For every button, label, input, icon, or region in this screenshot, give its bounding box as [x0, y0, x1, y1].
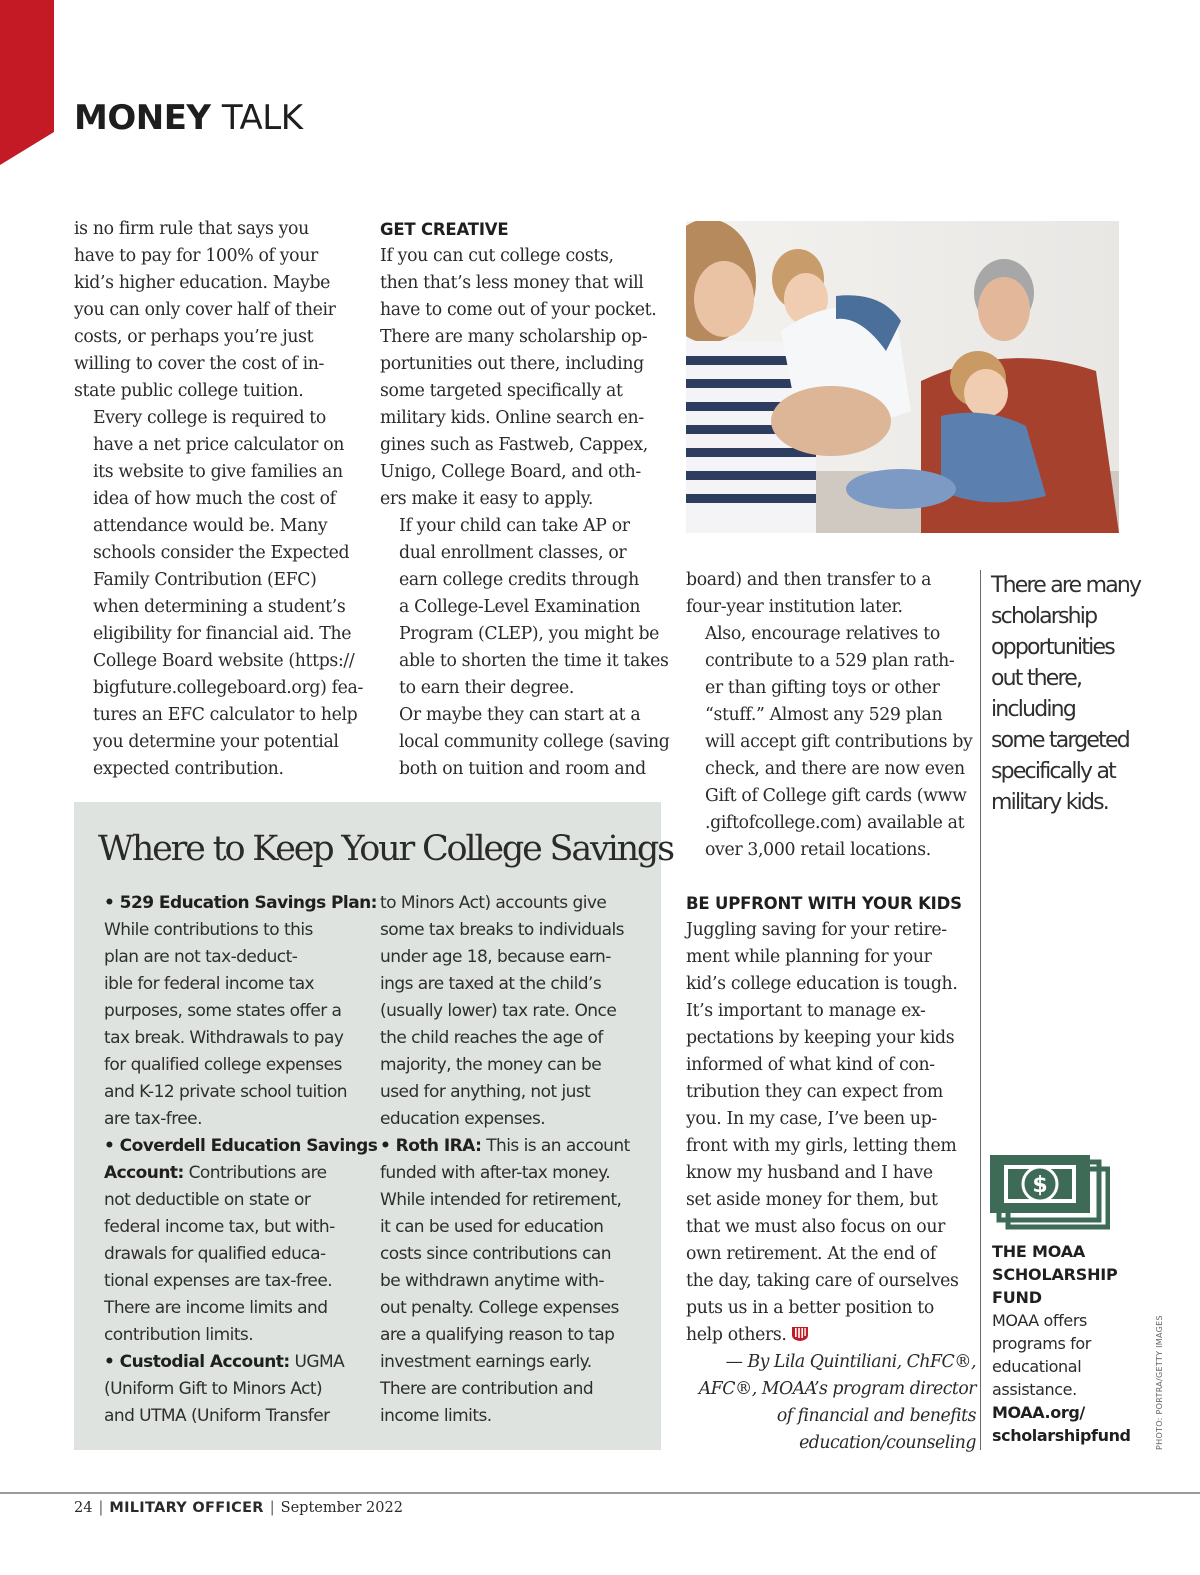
text-line: able to shorten the time it takes — [399, 651, 669, 671]
text-line: — By Lila Quintiliani, ChFC®, — [725, 1352, 976, 1372]
text-line: to earn their degree. — [399, 678, 575, 698]
text-line: front with my girls, letting them — [686, 1136, 957, 1156]
page-number: 24 — [74, 1500, 93, 1516]
text-line: puts us in a better position to — [686, 1298, 934, 1318]
subheading-get-creative: GET CREATIVE — [380, 220, 509, 239]
list-item-label: • 529 Education Savings Plan: — [104, 893, 377, 913]
section-tab-accent — [0, 0, 54, 165]
text-line: you can only cover half of their — [74, 300, 336, 320]
text-line: set aside money for them, but — [686, 1190, 938, 1210]
sidebar-title: Where to Keep Your College Savings — [98, 829, 673, 869]
photo-credit: PHOTO: PORTRA/GETTY IMAGES — [1155, 1315, 1164, 1450]
text-line: of financial and benefits — [776, 1406, 976, 1426]
end-mark-icon — [791, 1326, 809, 1342]
paragraph — [380, 513, 670, 702]
text-line: pectations by keeping your kids — [686, 1028, 955, 1048]
text-line: MOAA.org/ — [992, 1403, 1085, 1422]
sidebar-column-1 — [104, 890, 378, 1430]
text-line: specifically at — [991, 759, 1115, 784]
text-line: the day, taking care of ourselves — [686, 1271, 959, 1291]
text-line: kid’s higher education. Maybe — [74, 273, 331, 293]
text-line: SCHOLARSHIP — [992, 1265, 1118, 1284]
text-line: that we must also focus on our — [686, 1217, 946, 1237]
footer-separator: | — [269, 1500, 275, 1516]
article-column-3 — [686, 567, 976, 864]
text-line: to Minors Act) accounts give — [380, 893, 607, 913]
text-line: under age 18, because earn- — [380, 947, 611, 967]
scholarship-fund-body — [992, 1309, 1142, 1401]
list-item-heading — [104, 1160, 369, 1187]
text-line: funded with after-tax money. — [380, 1163, 611, 1183]
text-line: It’s important to manage ex- — [686, 1001, 926, 1021]
text-line: you determine your potential — [93, 732, 339, 752]
footer-separator: | — [98, 1500, 104, 1516]
text-line: ers make it easy to apply. — [380, 489, 594, 509]
text-line: drawals for qualified educa- — [104, 1244, 326, 1264]
text-line: opportunities — [991, 635, 1114, 660]
text-line: investment earnings early. — [380, 1352, 592, 1372]
text-line: its website to give families an — [93, 462, 343, 482]
text-line: tribution they can expect from — [686, 1082, 943, 1102]
text-line: There are many — [991, 573, 1141, 598]
text-line: dual enrollment classes, or — [399, 543, 627, 563]
list-item-text: Contributions are — [183, 1163, 327, 1183]
text-line: tures an EFC calculator to help — [93, 705, 358, 725]
text-line: programs for — [992, 1334, 1091, 1353]
paragraph — [74, 216, 364, 405]
text-line: then that’s less money that will — [380, 273, 644, 293]
text-line: a College-Level Examination — [399, 597, 641, 617]
list-item-label: • Custodial Account: — [104, 1352, 290, 1372]
list-item-text — [380, 1160, 645, 1430]
text-line: it can be used for education — [380, 1217, 604, 1237]
list-item-heading — [104, 1133, 378, 1160]
money-bills-icon — [990, 1155, 1110, 1231]
paragraph — [380, 702, 670, 783]
text-line: over 3,000 retail locations. — [705, 840, 931, 860]
text-line: out there, — [991, 666, 1082, 691]
text-line: schools consider the Expected — [93, 543, 350, 563]
text-line: scholarshipfund — [992, 1426, 1131, 1445]
paragraph — [686, 567, 976, 621]
text-line: eligibility for financial aid. The — [93, 624, 352, 644]
text-line: willing to cover the cost of in- — [74, 354, 325, 374]
text-line: portunities out there, including — [380, 354, 644, 374]
text-line: While contributions to this — [104, 920, 313, 940]
author-byline — [686, 1349, 976, 1457]
list-item-label: Account: — [104, 1163, 184, 1183]
text-line: some targeted — [991, 728, 1129, 753]
text-line: are a qualifying reason to tap — [380, 1325, 615, 1345]
family-photo-illustration — [686, 221, 1119, 533]
text-line: Or maybe they can start at a — [399, 705, 641, 725]
text-line: If your child can take AP or — [399, 516, 630, 536]
text-line: when determining a student’s — [93, 597, 346, 617]
paragraph — [380, 243, 670, 513]
text-line: attendance would be. Many — [93, 516, 328, 536]
text-line: own retirement. At the end of — [686, 1244, 936, 1264]
text-line: and K-12 private school tuition — [104, 1082, 348, 1102]
text-line: the child reaches the age of — [380, 1028, 603, 1048]
list-item-text: UGMA — [289, 1352, 345, 1372]
text-line: There are income limits and — [104, 1298, 328, 1318]
text-line: education/counseling — [799, 1433, 976, 1453]
text-line: some targeted specifically at — [380, 381, 623, 401]
text-line: (Uniform Gift to Minors Act) — [104, 1379, 323, 1399]
text-line: AFC®, MOAA’s program director — [698, 1379, 976, 1399]
list-item-heading — [104, 1349, 369, 1376]
text-line: idea of how much the cost of — [93, 489, 336, 509]
text-line: be withdrawn anytime with- — [380, 1271, 604, 1291]
text-line: If you can cut college costs, — [380, 246, 614, 266]
text-line: FUND — [992, 1288, 1042, 1307]
text-line: er than gifting toys or other — [705, 678, 940, 698]
text-line: federal income tax, but with- — [104, 1217, 335, 1237]
list-item-text: This is an account — [481, 1136, 630, 1156]
text-line: contribution limits. — [104, 1325, 254, 1345]
text-line: THE MOAA — [992, 1242, 1086, 1261]
text-line: gines such as Fastweb, Cappex, — [380, 435, 648, 455]
text-line: educational — [992, 1357, 1082, 1376]
magazine-name: MILITARY OFFICER — [109, 1500, 264, 1516]
text-line: ment while planning for your — [686, 947, 932, 967]
list-item-text — [104, 1376, 369, 1430]
text-line: help others. — [686, 1322, 976, 1349]
text-line: tax break. Withdrawals to pay — [104, 1028, 344, 1048]
family-photo — [686, 221, 1119, 533]
text-line: “stuff.” Almost any 529 plan — [705, 705, 943, 725]
text-line: purposes, some states offer a — [104, 1001, 342, 1021]
text-line: majority, the money can be — [380, 1055, 602, 1075]
article-column-1 — [74, 216, 364, 783]
text-line: four-year institution later. — [686, 597, 903, 617]
list-item-label: • Coverdell Education Savings — [104, 1136, 378, 1156]
text-line: will accept gift contributions by — [705, 732, 973, 752]
pull-quote-text — [991, 570, 1141, 818]
text-line: Juggling saving for your retire- — [686, 920, 947, 940]
text-line: some tax breaks to individuals — [380, 920, 624, 940]
college-savings-sidebar — [74, 802, 673, 1450]
subheading-be-upfront: BE UPFRONT WITH YOUR KIDS — [686, 894, 962, 913]
text-line: plan are not tax-deduct- — [104, 947, 298, 967]
text-line: not deductible on state or — [104, 1190, 311, 1210]
text-line: know my husband and I have — [686, 1163, 933, 1183]
text-line: education expenses. — [380, 1109, 546, 1129]
footer-rule — [0, 1492, 1200, 1494]
text-line: military kids. Online search en- — [380, 408, 644, 428]
text-line: Program (CLEP), you might be — [399, 624, 660, 644]
text-line: Gift of College gift cards (www — [705, 786, 967, 806]
list-item-heading — [104, 890, 377, 917]
text-line: is no firm rule that says you — [74, 219, 309, 239]
text-line: used for anything, not just — [380, 1082, 591, 1102]
scholarship-fund-link[interactable] — [992, 1401, 1142, 1447]
text-line: There are contribution and — [380, 1379, 594, 1399]
list-item-text — [104, 1187, 369, 1349]
text-line: for qualified college expenses — [104, 1055, 342, 1075]
text-line: earn college credits through — [399, 570, 639, 590]
text-line: .giftofcollege.com) available at — [705, 813, 965, 833]
paragraph-lines — [686, 917, 976, 1349]
text-line: out penalty. College expenses — [380, 1298, 619, 1318]
scholarship-fund-title — [992, 1240, 1142, 1309]
text-line: MOAA offers — [992, 1311, 1087, 1330]
text-line: informed of what kind of con- — [686, 1055, 935, 1075]
text-line: local community college (saving — [399, 732, 670, 752]
paragraph — [686, 621, 976, 864]
section-title-bold: MONEY — [74, 98, 211, 138]
text-line: costs since contributions can — [380, 1244, 611, 1264]
text-line: ible for federal income tax — [104, 974, 315, 994]
text-line: assistance. — [992, 1380, 1077, 1399]
text-line: military kids. — [991, 790, 1109, 815]
text-line: you. In my case, I’ve been up- — [686, 1109, 937, 1129]
text-line: are tax-free. — [104, 1109, 202, 1129]
text-line: have to pay for 100% of your — [74, 246, 318, 266]
text-line: (usually lower) tax rate. Once — [380, 1001, 617, 1021]
list-item-text — [104, 917, 369, 1133]
text-line: Family Contribution (EFC) — [93, 570, 317, 590]
text-line: including — [991, 697, 1075, 722]
text-line: state public college tuition. — [74, 381, 304, 401]
text-line: Also, encourage relatives to — [705, 624, 940, 644]
paragraph — [686, 917, 976, 1349]
sidebar-column-2 — [380, 890, 645, 1430]
text-line: scholarship — [991, 604, 1097, 629]
text-line: costs, or perhaps you’re just — [74, 327, 314, 347]
section-title — [74, 96, 303, 140]
text-line: both on tuition and room and — [399, 759, 646, 779]
paragraph — [74, 405, 364, 783]
text-line: Every college is required to — [93, 408, 326, 428]
text-line: expected contribution. — [93, 759, 284, 779]
text-line: have to come out of your pocket. — [380, 300, 657, 320]
text-line: tional expenses are tax-free. — [104, 1271, 333, 1291]
text-line: While intended for retirement, — [380, 1190, 622, 1210]
text-line: and UTMA (Uniform Transfer — [104, 1406, 330, 1426]
text-line: board) and then transfer to a — [686, 570, 932, 590]
scholarship-fund-box — [992, 1240, 1142, 1447]
text-line: income limits. — [380, 1406, 492, 1426]
svg-text:$: $ — [1032, 1173, 1048, 1198]
list-item-text — [380, 890, 645, 1133]
section-title-light: TALK — [221, 98, 303, 138]
text-line: bigfuture.collegeboard.org) fea- — [93, 678, 364, 698]
text-line: contribute to a 529 plan rath- — [705, 651, 955, 671]
text-line: have a net price calculator on — [93, 435, 345, 455]
text-line: check, and there are now even — [705, 759, 965, 779]
issue-date: September 2022 — [280, 1500, 403, 1516]
article-column-3-continued — [686, 890, 976, 1457]
text-line: There are many scholarship op- — [380, 327, 648, 347]
list-item-heading — [380, 1133, 645, 1160]
text-line: Unigo, College Board, and oth- — [380, 462, 641, 482]
list-item-label: • Roth IRA: — [380, 1136, 482, 1156]
text-line: kid’s college education is tough. — [686, 974, 958, 994]
article-column-2 — [380, 216, 670, 783]
page-footer — [74, 1496, 403, 1520]
text-line: College Board website (https:// — [93, 651, 355, 671]
text-line: ings are taxed at the child’s — [380, 974, 602, 994]
